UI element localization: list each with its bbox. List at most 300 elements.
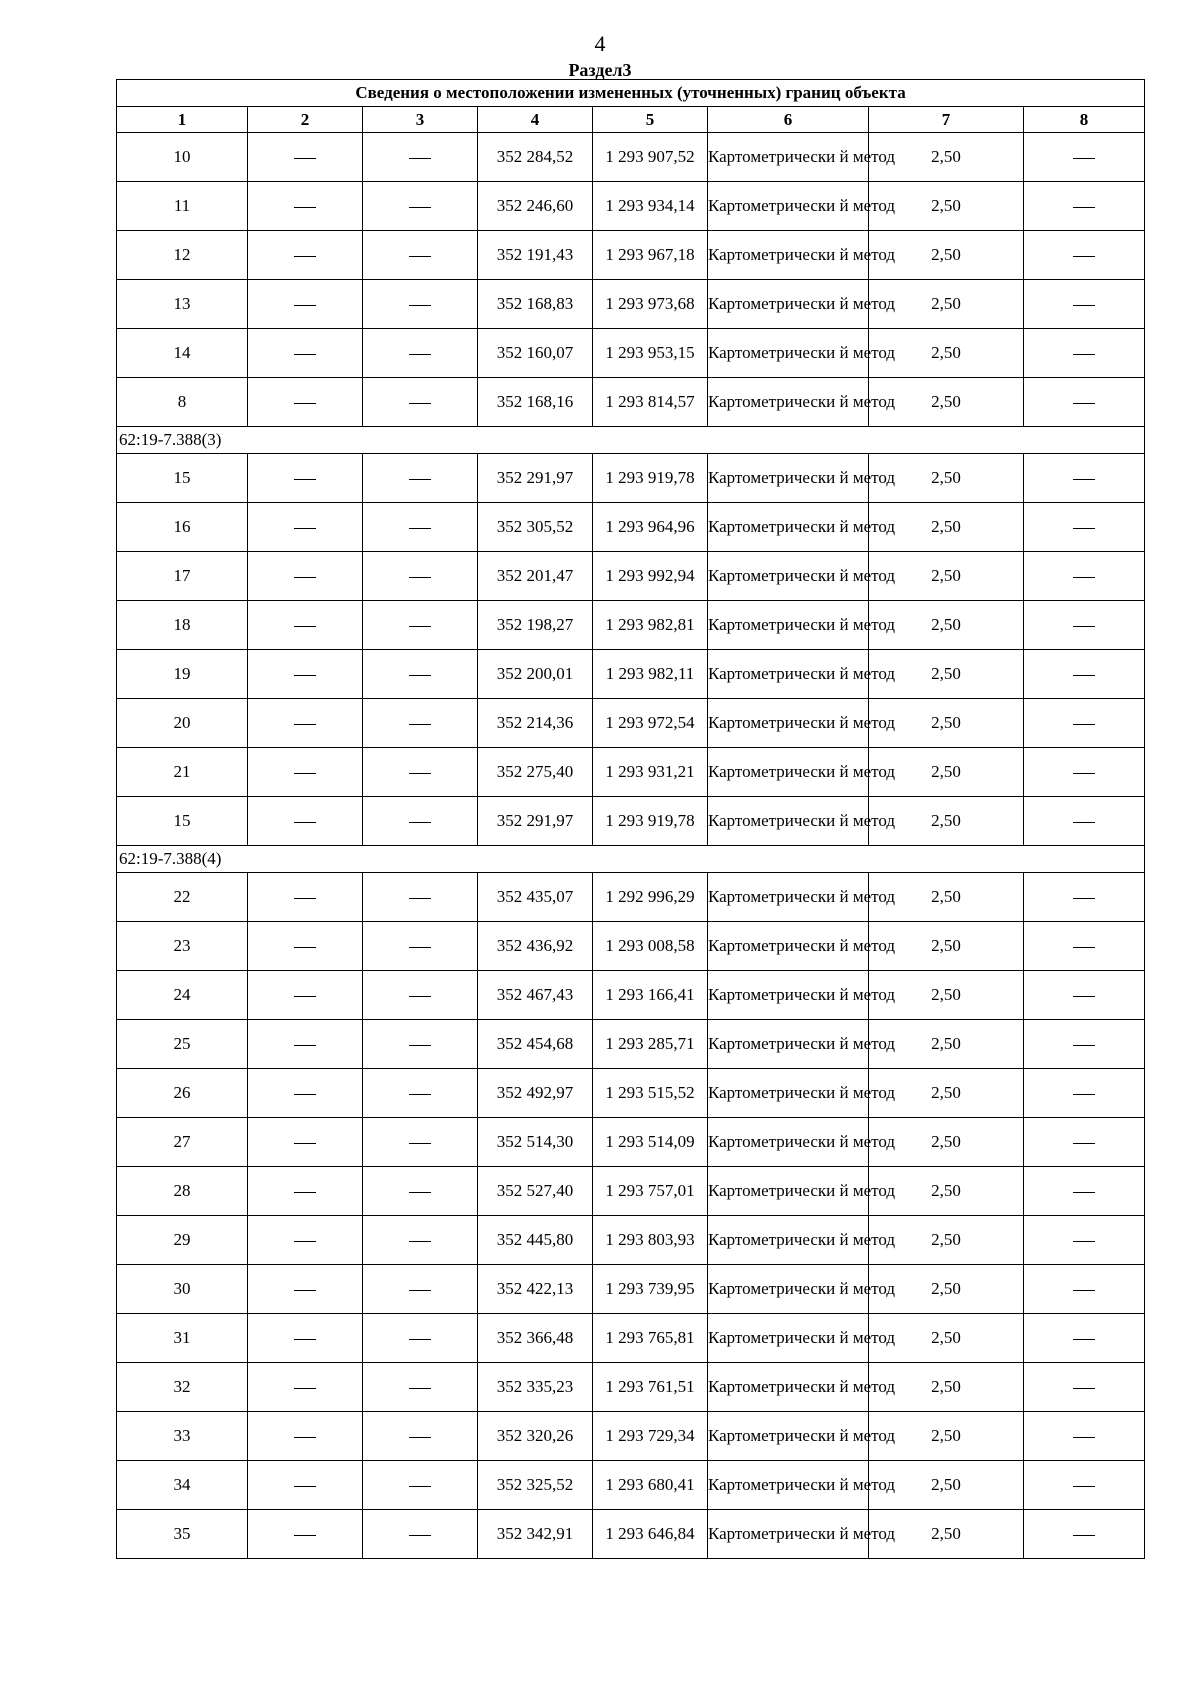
x-coordinate-cell: 352 191,43 <box>478 231 593 280</box>
x-coordinate-cell: 352 422,13 <box>478 1265 593 1314</box>
method-cell: Картометрически й метод <box>708 454 869 503</box>
x-coordinate-cell: 352 366,48 <box>478 1314 593 1363</box>
col8-cell <box>1024 503 1145 552</box>
table-row <box>117 922 1145 971</box>
accuracy-cell: 2,50 <box>869 231 1024 280</box>
method-cell: Картометрически й метод <box>708 1216 869 1265</box>
col2-cell <box>248 454 363 503</box>
accuracy-cell: 2,50 <box>869 797 1024 846</box>
x-coordinate-cell: 352 436,92 <box>478 922 593 971</box>
column-header: 7 <box>869 107 1024 133</box>
accuracy-cell: 2,50 <box>869 329 1024 378</box>
dash-mark <box>1073 1192 1095 1193</box>
dash-mark <box>409 1094 431 1095</box>
table-row <box>117 552 1145 601</box>
point-number-cell: 20 <box>117 699 248 748</box>
column-header: 3 <box>363 107 478 133</box>
col3-cell <box>363 748 478 797</box>
accuracy-cell: 2,50 <box>869 454 1024 503</box>
dash-mark <box>409 479 431 480</box>
col8-cell <box>1024 650 1145 699</box>
x-coordinate-cell: 352 467,43 <box>478 971 593 1020</box>
table-caption-row <box>117 80 1145 107</box>
method-cell: Картометрически й метод <box>708 1510 869 1559</box>
x-coordinate-cell: 352 435,07 <box>478 873 593 922</box>
accuracy-cell: 2,50 <box>869 699 1024 748</box>
col8-cell <box>1024 1069 1145 1118</box>
table-caption: Сведения о местоположении измененных (уточненных) границ объекта <box>117 80 1145 107</box>
y-coordinate-cell: 1 293 992,94 <box>593 552 708 601</box>
point-number-cell: 14 <box>117 329 248 378</box>
dash-mark <box>409 1339 431 1340</box>
col2-cell <box>248 650 363 699</box>
x-coordinate-cell: 352 200,01 <box>478 650 593 699</box>
dash-mark <box>409 158 431 159</box>
group-label: 62:19-7.388(4) <box>117 846 1145 873</box>
x-coordinate-cell: 352 514,30 <box>478 1118 593 1167</box>
table-row <box>117 797 1145 846</box>
col3-cell <box>363 650 478 699</box>
accuracy-cell: 2,50 <box>869 182 1024 231</box>
table-row <box>117 503 1145 552</box>
dash-mark <box>294 626 316 627</box>
point-number-cell: 15 <box>117 454 248 503</box>
dash-mark <box>1073 1388 1095 1389</box>
dash-mark <box>1073 577 1095 578</box>
col3-cell <box>363 503 478 552</box>
table-row <box>117 454 1145 503</box>
dash-mark <box>409 1143 431 1144</box>
dash-mark <box>294 403 316 404</box>
method-cell: Картометрически й метод <box>708 503 869 552</box>
col8-cell <box>1024 231 1145 280</box>
dash-mark <box>409 947 431 948</box>
y-coordinate-cell: 1 293 803,93 <box>593 1216 708 1265</box>
x-coordinate-cell: 352 168,16 <box>478 378 593 427</box>
col3-cell <box>363 1020 478 1069</box>
col3-cell <box>363 1461 478 1510</box>
dash-mark <box>294 158 316 159</box>
accuracy-cell: 2,50 <box>869 1314 1024 1363</box>
dash-mark <box>1073 626 1095 627</box>
col8-cell <box>1024 1461 1145 1510</box>
method-cell: Картометрически й метод <box>708 797 869 846</box>
col2-cell <box>248 1020 363 1069</box>
col2-cell <box>248 1069 363 1118</box>
col2-cell <box>248 1118 363 1167</box>
col3-cell <box>363 1314 478 1363</box>
x-coordinate-cell: 352 492,97 <box>478 1069 593 1118</box>
table-row <box>117 1020 1145 1069</box>
dash-mark <box>1073 1241 1095 1242</box>
x-coordinate-cell: 352 320,26 <box>478 1412 593 1461</box>
accuracy-cell: 2,50 <box>869 1020 1024 1069</box>
y-coordinate-cell: 1 293 982,81 <box>593 601 708 650</box>
dash-mark <box>1073 354 1095 355</box>
col2-cell <box>248 922 363 971</box>
col3-cell <box>363 1167 478 1216</box>
y-coordinate-cell: 1 293 514,09 <box>593 1118 708 1167</box>
col3-cell <box>363 552 478 601</box>
table-row <box>117 378 1145 427</box>
dash-mark <box>409 898 431 899</box>
dash-mark <box>409 256 431 257</box>
method-cell: Картометрически й метод <box>708 1069 869 1118</box>
accuracy-cell: 2,50 <box>869 280 1024 329</box>
dash-mark <box>294 1388 316 1389</box>
dash-mark <box>1073 479 1095 480</box>
point-number-cell: 21 <box>117 748 248 797</box>
dash-mark <box>1073 305 1095 306</box>
method-cell: Картометрически й метод <box>708 1020 869 1069</box>
col2-cell <box>248 1167 363 1216</box>
col2-cell <box>248 699 363 748</box>
col8-cell <box>1024 329 1145 378</box>
accuracy-cell: 2,50 <box>869 1118 1024 1167</box>
dash-mark <box>294 1094 316 1095</box>
method-cell: Картометрически й метод <box>708 748 869 797</box>
col3-cell <box>363 601 478 650</box>
section-title: Раздел3 <box>568 60 632 80</box>
dash-mark <box>409 822 431 823</box>
accuracy-cell: 2,50 <box>869 971 1024 1020</box>
method-cell: Картометрически й метод <box>708 1265 869 1314</box>
col2-cell <box>248 552 363 601</box>
col3-cell <box>363 873 478 922</box>
dash-mark <box>1073 898 1095 899</box>
dash-mark <box>1073 724 1095 725</box>
table-row <box>117 133 1145 182</box>
accuracy-cell: 2,50 <box>869 922 1024 971</box>
col8-cell <box>1024 1216 1145 1265</box>
dash-mark <box>294 1045 316 1046</box>
y-coordinate-cell: 1 293 934,14 <box>593 182 708 231</box>
col8-cell <box>1024 1265 1145 1314</box>
dash-mark <box>409 675 431 676</box>
y-coordinate-cell: 1 293 757,01 <box>593 1167 708 1216</box>
table-row <box>117 650 1145 699</box>
dash-mark <box>409 724 431 725</box>
col3-cell <box>363 231 478 280</box>
point-number-cell: 18 <box>117 601 248 650</box>
dash-mark <box>409 1045 431 1046</box>
table-row <box>117 1363 1145 1412</box>
col8-cell <box>1024 1510 1145 1559</box>
table-row <box>117 971 1145 1020</box>
accuracy-cell: 2,50 <box>869 503 1024 552</box>
y-coordinate-cell: 1 293 919,78 <box>593 454 708 503</box>
dash-mark <box>409 1535 431 1536</box>
col3-cell <box>363 971 478 1020</box>
col3-cell <box>363 922 478 971</box>
point-number-cell: 31 <box>117 1314 248 1363</box>
dash-mark <box>409 528 431 529</box>
y-coordinate-cell: 1 293 166,41 <box>593 971 708 1020</box>
accuracy-cell: 2,50 <box>869 748 1024 797</box>
col8-cell <box>1024 378 1145 427</box>
col2-cell <box>248 1216 363 1265</box>
table-row <box>117 873 1145 922</box>
point-number-cell: 29 <box>117 1216 248 1265</box>
dash-mark <box>409 626 431 627</box>
point-number-cell: 25 <box>117 1020 248 1069</box>
dash-mark <box>294 822 316 823</box>
y-coordinate-cell: 1 293 964,96 <box>593 503 708 552</box>
col3-cell <box>363 1216 478 1265</box>
group-header-row <box>117 846 1145 873</box>
accuracy-cell: 2,50 <box>869 1412 1024 1461</box>
dash-mark <box>1073 158 1095 159</box>
point-number-cell: 35 <box>117 1510 248 1559</box>
dash-mark <box>294 354 316 355</box>
col8-cell <box>1024 1314 1145 1363</box>
col3-cell <box>363 1510 478 1559</box>
accuracy-cell: 2,50 <box>869 1069 1024 1118</box>
col3-cell <box>363 699 478 748</box>
dash-mark <box>409 403 431 404</box>
col8-cell <box>1024 922 1145 971</box>
y-coordinate-cell: 1 293 739,95 <box>593 1265 708 1314</box>
point-number-cell: 11 <box>117 182 248 231</box>
accuracy-cell: 2,50 <box>869 1510 1024 1559</box>
y-coordinate-cell: 1 293 953,15 <box>593 329 708 378</box>
table-row <box>117 1167 1145 1216</box>
y-coordinate-cell: 1 293 729,34 <box>593 1412 708 1461</box>
col3-cell <box>363 1118 478 1167</box>
dash-mark <box>1073 528 1095 529</box>
point-number-cell: 15 <box>117 797 248 846</box>
col3-cell <box>363 1069 478 1118</box>
col8-cell <box>1024 552 1145 601</box>
dash-mark <box>294 479 316 480</box>
dash-mark <box>1073 1437 1095 1438</box>
column-header: 5 <box>593 107 708 133</box>
x-coordinate-cell: 352 454,68 <box>478 1020 593 1069</box>
column-number-row <box>117 107 1145 133</box>
col3-cell <box>363 1412 478 1461</box>
dash-mark <box>1073 1290 1095 1291</box>
group-header-row <box>117 427 1145 454</box>
point-number-cell: 27 <box>117 1118 248 1167</box>
column-header: 6 <box>708 107 869 133</box>
method-cell: Картометрически й метод <box>708 922 869 971</box>
col2-cell <box>248 1510 363 1559</box>
method-cell: Картометрически й метод <box>708 650 869 699</box>
x-coordinate-cell: 352 275,40 <box>478 748 593 797</box>
point-number-cell: 8 <box>117 378 248 427</box>
dash-mark <box>409 1241 431 1242</box>
accuracy-cell: 2,50 <box>869 1461 1024 1510</box>
method-cell: Картометрически й метод <box>708 552 869 601</box>
table-row <box>117 601 1145 650</box>
col8-cell <box>1024 797 1145 846</box>
dash-mark <box>1073 1486 1095 1487</box>
col2-cell <box>248 503 363 552</box>
col8-cell <box>1024 133 1145 182</box>
dash-mark <box>294 1192 316 1193</box>
dash-mark <box>1073 1143 1095 1144</box>
x-coordinate-cell: 352 160,07 <box>478 329 593 378</box>
col2-cell <box>248 601 363 650</box>
col8-cell <box>1024 1118 1145 1167</box>
col8-cell <box>1024 699 1145 748</box>
accuracy-cell: 2,50 <box>869 1216 1024 1265</box>
accuracy-cell: 2,50 <box>869 1167 1024 1216</box>
dash-mark <box>294 1486 316 1487</box>
y-coordinate-cell: 1 293 761,51 <box>593 1363 708 1412</box>
dash-mark <box>294 207 316 208</box>
x-coordinate-cell: 352 445,80 <box>478 1216 593 1265</box>
col2-cell <box>248 133 363 182</box>
accuracy-cell: 2,50 <box>869 552 1024 601</box>
dash-mark <box>294 675 316 676</box>
col8-cell <box>1024 873 1145 922</box>
col8-cell <box>1024 748 1145 797</box>
y-coordinate-cell: 1 293 285,71 <box>593 1020 708 1069</box>
point-number-cell: 23 <box>117 922 248 971</box>
dash-mark <box>409 577 431 578</box>
dash-mark <box>1073 675 1095 676</box>
x-coordinate-cell: 352 198,27 <box>478 601 593 650</box>
table-row <box>117 280 1145 329</box>
table-row <box>117 1118 1145 1167</box>
point-number-cell: 10 <box>117 133 248 182</box>
x-coordinate-cell: 352 168,83 <box>478 280 593 329</box>
dash-mark <box>1073 256 1095 257</box>
col8-cell <box>1024 280 1145 329</box>
col3-cell <box>363 797 478 846</box>
col2-cell <box>248 873 363 922</box>
x-coordinate-cell: 352 335,23 <box>478 1363 593 1412</box>
table-row <box>117 329 1145 378</box>
dash-mark <box>409 305 431 306</box>
dash-mark <box>1073 947 1095 948</box>
dash-mark <box>1073 996 1095 997</box>
col3-cell <box>363 1363 478 1412</box>
dash-mark <box>409 354 431 355</box>
accuracy-cell: 2,50 <box>869 650 1024 699</box>
dash-mark <box>1073 822 1095 823</box>
dash-mark <box>1073 773 1095 774</box>
y-coordinate-cell: 1 293 765,81 <box>593 1314 708 1363</box>
dash-mark <box>1073 207 1095 208</box>
dash-mark <box>294 1241 316 1242</box>
y-coordinate-cell: 1 293 919,78 <box>593 797 708 846</box>
col2-cell <box>248 182 363 231</box>
method-cell: Картометрически й метод <box>708 1412 869 1461</box>
table-row <box>117 182 1145 231</box>
point-number-cell: 33 <box>117 1412 248 1461</box>
col8-cell <box>1024 601 1145 650</box>
col3-cell <box>363 182 478 231</box>
table-row <box>117 1461 1145 1510</box>
accuracy-cell: 2,50 <box>869 1265 1024 1314</box>
table-row <box>117 1510 1145 1559</box>
dash-mark <box>294 996 316 997</box>
y-coordinate-cell: 1 293 982,11 <box>593 650 708 699</box>
dash-mark <box>409 1192 431 1193</box>
dash-mark <box>1073 1094 1095 1095</box>
y-coordinate-cell: 1 293 515,52 <box>593 1069 708 1118</box>
dash-mark <box>294 256 316 257</box>
boundary-coordinates-table <box>116 79 1145 1559</box>
dash-mark <box>294 1535 316 1536</box>
table-row <box>117 231 1145 280</box>
y-coordinate-cell: 1 293 973,68 <box>593 280 708 329</box>
accuracy-cell: 2,50 <box>869 1363 1024 1412</box>
col2-cell <box>248 748 363 797</box>
method-cell: Картометрически й метод <box>708 1314 869 1363</box>
col3-cell <box>363 454 478 503</box>
point-number-cell: 12 <box>117 231 248 280</box>
dash-mark <box>1073 1535 1095 1536</box>
method-cell: Картометрически й метод <box>708 182 869 231</box>
column-header: 1 <box>117 107 248 133</box>
table-row <box>117 1265 1145 1314</box>
point-number-cell: 24 <box>117 971 248 1020</box>
method-cell: Картометрически й метод <box>708 971 869 1020</box>
accuracy-cell: 2,50 <box>869 133 1024 182</box>
col2-cell <box>248 1461 363 1510</box>
x-coordinate-cell: 352 284,52 <box>478 133 593 182</box>
point-number-cell: 22 <box>117 873 248 922</box>
col8-cell <box>1024 971 1145 1020</box>
point-number-cell: 19 <box>117 650 248 699</box>
table-row <box>117 1216 1145 1265</box>
accuracy-cell: 2,50 <box>869 378 1024 427</box>
col3-cell <box>363 280 478 329</box>
dash-mark <box>1073 403 1095 404</box>
column-header: 8 <box>1024 107 1145 133</box>
method-cell: Картометрически й метод <box>708 601 869 650</box>
col2-cell <box>248 1265 363 1314</box>
page-number: 4 <box>594 31 606 56</box>
method-cell: Картометрически й метод <box>708 133 869 182</box>
method-cell: Картометрически й метод <box>708 699 869 748</box>
method-cell: Картометрически й метод <box>708 1363 869 1412</box>
y-coordinate-cell: 1 293 967,18 <box>593 231 708 280</box>
col3-cell <box>363 378 478 427</box>
point-number-cell: 32 <box>117 1363 248 1412</box>
point-number-cell: 17 <box>117 552 248 601</box>
col2-cell <box>248 971 363 1020</box>
y-coordinate-cell: 1 293 907,52 <box>593 133 708 182</box>
table-row <box>117 1314 1145 1363</box>
method-cell: Картометрически й метод <box>708 329 869 378</box>
point-number-cell: 26 <box>117 1069 248 1118</box>
dash-mark <box>409 1437 431 1438</box>
group-label: 62:19-7.388(3) <box>117 427 1145 454</box>
y-coordinate-cell: 1 293 931,21 <box>593 748 708 797</box>
col2-cell <box>248 1314 363 1363</box>
dash-mark <box>294 1143 316 1144</box>
y-coordinate-cell: 1 293 680,41 <box>593 1461 708 1510</box>
x-coordinate-cell: 352 325,52 <box>478 1461 593 1510</box>
accuracy-cell: 2,50 <box>869 601 1024 650</box>
table-row <box>117 748 1145 797</box>
dash-mark <box>294 305 316 306</box>
y-coordinate-cell: 1 293 972,54 <box>593 699 708 748</box>
col2-cell <box>248 797 363 846</box>
dash-mark <box>409 1388 431 1389</box>
col8-cell <box>1024 1412 1145 1461</box>
table-row <box>117 699 1145 748</box>
dash-mark <box>409 996 431 997</box>
column-header: 2 <box>248 107 363 133</box>
col2-cell <box>248 1363 363 1412</box>
col8-cell <box>1024 1167 1145 1216</box>
col2-cell <box>248 1412 363 1461</box>
